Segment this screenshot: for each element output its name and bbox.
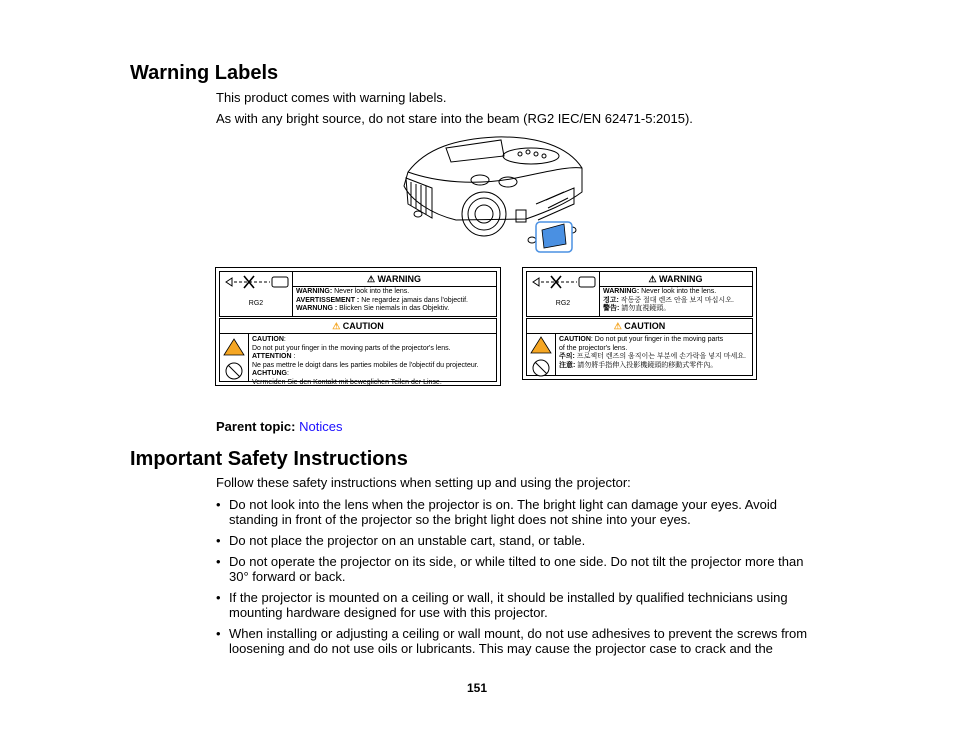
warning-label-english-korean-chinese xyxy=(522,267,757,380)
caution-triangle-icon: ⚠ xyxy=(613,321,622,331)
no-touch-icon xyxy=(533,360,549,376)
warning-heading xyxy=(292,272,496,287)
rg2-text: RG2 xyxy=(555,300,571,307)
caution-text-block xyxy=(559,336,750,370)
caution-line: ATTENTION : xyxy=(252,353,296,360)
no-touch-icon xyxy=(226,363,242,379)
warning-line: 경고: 작동중 절대 렌즈 안을 보지 마십시오. xyxy=(603,296,734,304)
caution-line: 주의: 프로젝터 렌즈의 움직이는 부분에 손가락을 넣지 마세요. xyxy=(559,353,746,360)
warning-triangle-icon: ⚠ xyxy=(366,274,376,284)
warning-triangle-icon: ⚠ xyxy=(648,274,657,284)
intro-paragraph: This product comes with warning labels. xyxy=(216,90,447,105)
caution-line: Ne pas mettre le doigt dans les parties mobiles de l'objectif du projecteur. xyxy=(252,361,479,369)
notices-link[interactable]: Notices xyxy=(299,419,343,434)
warning-line: WARNING: Never look into the lens. xyxy=(603,288,717,295)
warning-label-english-french-german xyxy=(215,267,501,386)
warning-heading-text: WARNING xyxy=(659,274,703,284)
projector-illustration xyxy=(396,134,590,256)
warning-text-block xyxy=(296,288,494,314)
caution-heading-text: CAUTION xyxy=(624,321,666,331)
warning-line: AVERTISSEMENT : Ne regardez jamais dans l'objectif. xyxy=(296,296,468,304)
section-title-safety-instructions: Important Safety Instructions xyxy=(130,448,408,470)
warning-text-block xyxy=(603,288,750,314)
caution-triangle-icon: ⚠ xyxy=(332,321,341,331)
list-item: • When installing or adjusting a ceiling or wall mount, do not use adhesives to prevent the screws from loosening and do not use oils or lubricants. This may cause the projector case to crack and the xyxy=(216,626,826,656)
list-item: • Do not place the projector on an unstable cart, stand, or table. xyxy=(216,533,826,548)
warning-line: WARNUNG : Blicken Sie niemals in das Objektiv. xyxy=(296,305,450,312)
warning-heading xyxy=(599,272,752,287)
beam-warning-paragraph: As with any bright source, do not stare into the beam (RG2 IEC/EN 62471-5:2015). xyxy=(216,111,693,126)
safety-intro: Follow these safety instructions when setting up and using the projector: xyxy=(216,475,631,490)
caution-line: CAUTION: Do not put your finger in the moving parts xyxy=(559,336,724,343)
caution-line: Vermeiden Sie den Kontakt mit beweglichen Teilen der Linse. xyxy=(252,378,442,386)
warning-heading-text: WARNING xyxy=(377,274,422,284)
caution-line: 注意: 請勿將手指伸入投影機鏡頭的移動式零件內。 xyxy=(559,361,718,369)
hand-hazard-icon xyxy=(531,337,551,353)
warning-line: 警告: 請勿直視鏡頭。 xyxy=(603,305,671,312)
beam-eye-icon xyxy=(527,272,599,300)
caution-heading-text: CAUTION xyxy=(342,321,384,331)
caution-line: CAUTION: xyxy=(252,336,286,343)
caution-heading xyxy=(220,319,496,334)
beam-eye-icon xyxy=(220,272,292,300)
warning-line: WARNING: Never look into the lens. xyxy=(296,288,410,295)
list-item: • If the projector is mounted on a ceiling or wall, it should be installed by qualified technicians using mounting hardware designed for use with this projector. xyxy=(216,590,826,620)
caution-pictograms xyxy=(220,333,249,381)
caution-pictograms xyxy=(527,333,556,375)
section-title-warning-labels: Warning Labels xyxy=(130,62,279,84)
caution-line: Do not put your finger in the moving parts of the projector's lens. xyxy=(252,344,451,352)
list-item: • Do not operate the projector on its side, or while tilted to one side. Do not tilt the projector more than 30° forward or back. xyxy=(216,554,826,584)
list-item: • Do not look into the lens when the projector is on. The bright light can damage your eyes. Avoid standing in front of the projector so the bright light does not shine into your eyes. xyxy=(216,497,826,527)
laser-beam-pictogram xyxy=(220,272,293,316)
caution-heading xyxy=(527,319,752,334)
rg2-text: RG2 xyxy=(248,300,264,307)
page-number: 151 xyxy=(466,681,488,695)
safety-bullet-list xyxy=(216,497,826,656)
parent-topic xyxy=(216,419,342,434)
laser-beam-pictogram xyxy=(527,272,600,316)
hand-hazard-icon xyxy=(224,339,244,355)
caution-line: of the projector's lens. xyxy=(559,344,628,352)
parent-topic-label: Parent topic: xyxy=(216,419,296,434)
caution-line: ACHTUNG: xyxy=(252,370,289,377)
caution-text-block xyxy=(252,336,494,387)
